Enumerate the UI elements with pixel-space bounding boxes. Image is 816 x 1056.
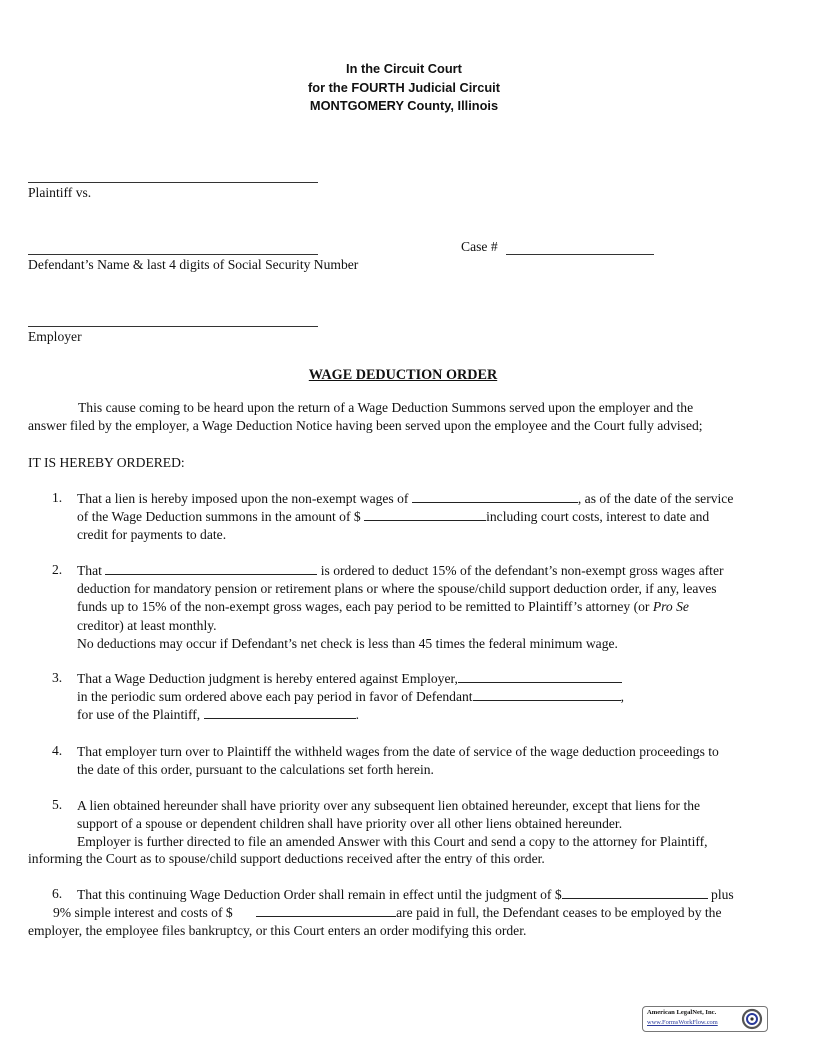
item-5-text-b: support of a spouse or dependent children shall have priority over all other liens obtained hereunder. xyxy=(77,816,623,832)
item-6-number: 6. xyxy=(52,886,63,901)
plaintiff-label: Plaintiff vs. xyxy=(28,185,92,200)
item-3-plaintiff-blank[interactable] xyxy=(204,706,356,719)
item-3 xyxy=(77,670,624,725)
logo-swirl-icon xyxy=(740,1008,764,1030)
intro-paragraph xyxy=(28,399,703,435)
item-1-text-b: , as of the date of the service xyxy=(577,491,734,506)
item-5-text-d: informing the Court as to spouse/child support deductions received after the entry of this order. xyxy=(28,851,545,866)
case-number-line[interactable] xyxy=(506,254,654,255)
item-5-text-c: Employer is further directed to file an amended Answer with this Court and send a copy to the attorney for Plaintiff, xyxy=(77,834,708,850)
item-2 xyxy=(77,562,724,653)
item-2-text-b: is ordered to deduct 15% of the defendant’s non-exempt gross wages after xyxy=(320,563,724,578)
item-2-number: 2. xyxy=(52,562,63,577)
case-number-label: Case # xyxy=(461,239,498,254)
defendant-label: Defendant’s Name & last 4 digits of Social Security Number xyxy=(28,257,359,272)
item-3-text-c: , xyxy=(620,689,624,705)
item-3-number: 3. xyxy=(52,670,63,685)
item-6-text-c: 9% simple interest and costs of $ xyxy=(53,905,233,920)
item-1 xyxy=(77,490,733,545)
item-4 xyxy=(77,743,719,779)
employer-line[interactable] xyxy=(28,326,318,327)
item-6-line-1 xyxy=(77,886,734,904)
item-2-text-f: creditor) at least monthly. xyxy=(77,617,217,633)
item-5-text-a: A lien obtained hereunder shall have priority over any subsequent lien obtained hereunder, except that liens for the xyxy=(77,798,701,813)
item-1-text-a: That a lien is hereby imposed upon the non-exempt wages of xyxy=(77,491,409,506)
court-header xyxy=(204,60,604,116)
item-2-employer-blank[interactable] xyxy=(105,562,317,575)
item-5 xyxy=(77,797,708,852)
item-2-pro-se: Pro Se xyxy=(652,599,689,615)
item-3-text-d: for use of the Plaintiff, xyxy=(77,707,201,723)
court-name: In the Circuit Court xyxy=(346,61,462,76)
item-4-text-b: the date of this order, pursuant to the calculations set forth herein. xyxy=(77,762,434,778)
employer-label: Employer xyxy=(28,329,82,344)
plaintiff-line[interactable] xyxy=(28,182,318,183)
document-title: WAGE DEDUCTION ORDER xyxy=(308,367,498,383)
item-1-wages-blank[interactable] xyxy=(412,490,578,503)
item-1-number: 1. xyxy=(52,490,63,505)
item-5-number: 5. xyxy=(52,797,63,812)
intro-line-2: answer filed by the employer, a Wage Deduction Notice having been served upon the employee and the Court fully advised; xyxy=(28,418,703,434)
judicial-circuit: for the FOURTH Judicial Circuit xyxy=(308,79,500,95)
item-2-text-c: deduction for mandatory pension or retirement plans or where the spouse/child support deduction order, if any, leaves xyxy=(77,581,717,597)
item-2-text-d: funds up to 15% of the non-exempt gross wages, each pay period to be remitted to Plaintiff’s attorney (or xyxy=(77,599,650,615)
item-6-judgment-blank[interactable] xyxy=(562,886,708,899)
item-1-text-e: credit for payments to date. xyxy=(77,527,227,543)
footer-url[interactable]: www.FormsWorkFlow.com xyxy=(647,1019,718,1026)
intro-line-1: This cause coming to be heard upon the return of a Wage Deduction Summons served upon the employer and the xyxy=(78,400,694,415)
item-6-text-e: employer, the employee files bankruptcy, or this Court enters an order modifying this order. xyxy=(28,923,527,938)
item-2-text-a: That xyxy=(77,563,102,578)
ordered-heading: IT IS HEREBY ORDERED: xyxy=(28,455,185,470)
item-2-text-g: No deductions may occur if Defendant’s net check is less than 45 times the federal minimum wage. xyxy=(77,635,618,651)
item-1-text-c: of the Wage Deduction summons in the amount of $ xyxy=(77,509,361,525)
county-state: MONTGOMERY County, Illinois xyxy=(309,98,499,113)
item-3-text-e: . xyxy=(355,707,360,723)
item-6-costs-blank[interactable] xyxy=(256,904,396,917)
item-6-line-2 xyxy=(53,904,722,922)
item-4-text-a: That employer turn over to Plaintiff the withheld wages from the date of service of the wage deduction proceedings to xyxy=(77,744,719,759)
item-3-text-b: in the periodic sum ordered above each pay period in favor of Defendant xyxy=(77,689,473,705)
item-3-employer-blank[interactable] xyxy=(458,670,622,683)
defendant-line[interactable] xyxy=(28,254,318,255)
item-1-text-d: including court costs, interest to date and xyxy=(486,509,710,525)
item-3-defendant-blank[interactable] xyxy=(473,688,621,701)
item-4-number: 4. xyxy=(52,743,63,758)
item-3-text-a: That a Wage Deduction judgment is hereby entered against Employer, xyxy=(77,671,458,686)
footer-badge[interactable] xyxy=(642,1006,768,1032)
item-6-text-a: That this continuing Wage Deduction Order shall remain in effect until the judgment of $ xyxy=(77,887,562,902)
item-6-text-b: plus xyxy=(711,887,734,902)
item-6-text-d: are paid in full, the Defendant ceases to be employed by the xyxy=(396,905,722,920)
item-1-amount-blank[interactable] xyxy=(364,508,486,521)
footer-company: American LegalNet, Inc. xyxy=(647,1009,717,1016)
